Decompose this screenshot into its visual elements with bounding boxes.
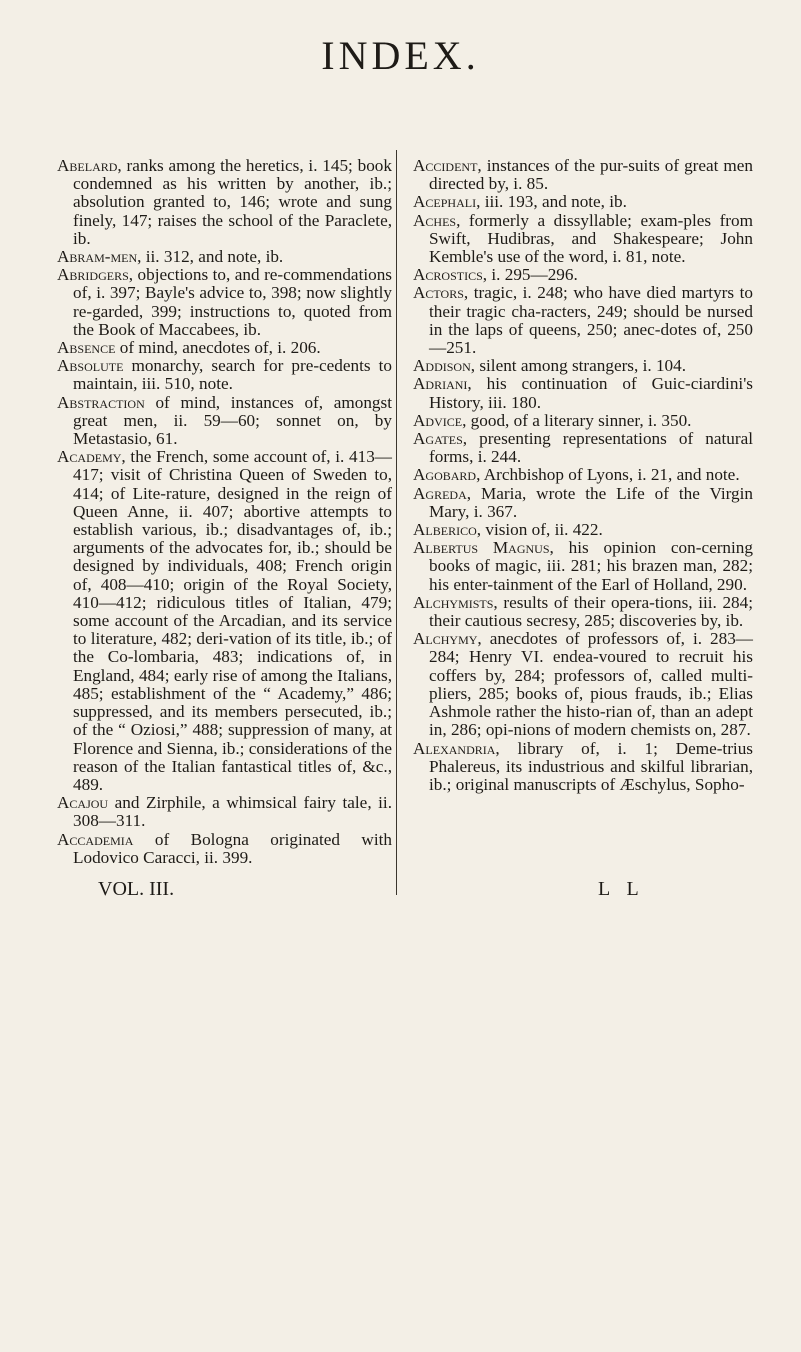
right-column <box>413 157 753 794</box>
entry-text: his continuation of Guic-ciardini's History, iii. 180. <box>429 374 753 412</box>
index-entry <box>413 485 753 521</box>
entry-text: vision of, ii. 422. <box>481 520 603 540</box>
entry-text: ii. 312, and note, ib. <box>141 247 284 267</box>
entry-text: the French, some account of, i. 413—417; visit of Christina Queen of Sweden to, 414; of Lite-rature, designed in the reign of Queen Anne, ii. 407; abortive attempts to establish various, ib.; disadvantages of, ib.; arguments of the advocates for, ib.; should be designed by individuals, 408; French origin of, 408—410; origin of the Royal Society, 410—412; ridiculous titles of Italian, 479; some account of the Arcadian, and its service to literature, 482; deri-vation of its title, ib.; of the Co-lombaria, 483; indications of, in England, 484; early rise of among the Italians, 485; establishment of the “ Academy,” 486; suppressed, and its members persecuted, ib.; of the “ Oziosi,” 488; suppression of many, at Florence and Sienna, ib.; considerations of the reason of the Italian fantastical titles of, &c., 489. <box>73 447 392 794</box>
entry-heading: Acrostics, <box>413 265 488 285</box>
entry-heading: Alchymists, <box>413 592 498 612</box>
index-entry <box>413 193 753 211</box>
index-entry <box>413 284 753 357</box>
entry-heading: Accident, <box>413 156 482 175</box>
entry-text: i. 295—296. <box>487 265 578 285</box>
entry-heading: Agates, <box>413 429 468 449</box>
entry-text: of Bologna originated with Lodovico Caracci, ii. 399. <box>73 829 392 867</box>
entry-heading: Absolute <box>57 356 124 376</box>
index-entry <box>413 357 753 375</box>
entry-text: formerly a dissyllable; exam-ples from Swift, Hudibras, and Shakespeare; John Kemble's use of the word, i. 81, note. <box>429 210 753 267</box>
entry-text: of mind, anecdotes of, i. 206. <box>115 338 321 358</box>
entry-heading: Advice, <box>413 410 467 430</box>
entry-heading: Abelard, <box>57 156 122 175</box>
entry-text: good, of a literary sinner, i. 350. <box>466 410 692 430</box>
entry-text: objections to, and re-commendations of, i. 397; Bayle's advice to, 398; now slightly re-garded, 399; instructions to, quoted from the Book of Maccabees, ib. <box>73 265 392 339</box>
entry-heading: Academy, <box>57 447 126 467</box>
page-title: INDEX. <box>321 33 480 78</box>
index-entry <box>57 794 392 830</box>
entry-heading: Abridgers, <box>57 265 134 285</box>
index-entry <box>57 266 392 339</box>
entry-text: tragic, i. 248; who have died martyrs to their tragic cha-racters, 249; should be nursed in the laps of queens, 250; anec-dotes of, 250—251. <box>429 283 753 358</box>
volume-label: VOL. III. <box>98 878 175 900</box>
entry-text: anecdotes of professors of, i. 283—284; Henry VI. endea-voured to recruit his coffers by, 284; professors of, called multi-pliers, 285; books of, pious frauds, ib.; Elias Ashmole rather the histo-rian of, than an adept in, 286; opi-nions of modern chemists on, 287. <box>429 629 753 740</box>
index-entry <box>413 521 753 539</box>
entry-heading: Adriani, <box>413 374 472 394</box>
signature-mark: L L <box>598 878 645 900</box>
entry-heading: Albertus Magnus, <box>413 538 554 558</box>
index-entry <box>413 430 753 466</box>
index-entry <box>413 539 753 594</box>
entry-heading: Absence <box>57 338 116 358</box>
index-entry <box>57 448 392 794</box>
index-entry <box>57 339 392 357</box>
index-entry <box>413 266 753 284</box>
index-entry <box>413 212 753 267</box>
entry-heading: Abstraction <box>57 392 145 412</box>
entry-text: of mind, instances of, amongst great men, ii. 59—60; sonnet on, by Metastasio, 61. <box>73 392 392 449</box>
index-entry <box>413 412 753 430</box>
index-entry <box>57 357 392 393</box>
entry-heading: Aches, <box>413 210 461 230</box>
entry-heading: Addison, <box>413 356 476 376</box>
entry-heading: Agreda, <box>413 483 472 503</box>
index-entry <box>413 594 753 630</box>
index-entry <box>57 157 392 248</box>
entry-text: and Zirphile, a whimsical fairy tale, ii. 308—311. <box>73 793 392 831</box>
entry-text: instances of the pur-suits of great men directed by, i. 85. <box>429 156 753 194</box>
entry-heading: Alexandria, <box>413 738 500 758</box>
index-entry <box>413 630 753 739</box>
entry-heading: Abram-men, <box>57 247 142 267</box>
entry-text: Maria, wrote the Life of the Virgin Mary, i. 367. <box>429 483 753 521</box>
entry-text: library of, i. 1; Deme-trius Phalereus, its industrious and skilful librarian, ib.; original manuscripts of Æschylus, Sopho- <box>429 738 753 794</box>
index-entry <box>57 248 392 266</box>
entry-text: iii. 193, and note, ib. <box>480 192 627 212</box>
entry-heading: Acajou <box>57 793 109 813</box>
entry-text: his opinion con-cerning books of magic, iii. 281; his brazen man, 282; his enter-tainment of the Earl of Holland, 290. <box>429 538 753 594</box>
entry-heading: Agobard, <box>413 465 481 485</box>
entry-text: ranks among the heretics, i. 145; book condemned as his written by another, ib.; absolution granted to, 146; wrote and sung finely, 147; raises the school of the Paraclete, ib. <box>73 156 392 248</box>
entry-heading: Actors, <box>413 283 469 303</box>
entry-heading: Alberico, <box>413 520 482 540</box>
entry-text: results of their opera-tions, iii. 284; their cautious secresy, 285; discoveries by, ib. <box>429 592 753 631</box>
index-entry <box>413 157 753 193</box>
entry-heading: Alchymy, <box>413 629 482 649</box>
entry-text: silent among strangers, i. 104. <box>475 356 687 376</box>
entry-text: monarchy, search for pre-cedents to maintain, iii. 510, note. <box>73 356 392 394</box>
index-entry <box>413 740 753 795</box>
entry-text: presenting representations of natural forms, i. 244. <box>429 429 753 467</box>
index-entry <box>413 375 753 411</box>
column-divider <box>396 150 397 895</box>
left-column <box>57 157 392 867</box>
index-entry <box>413 466 753 484</box>
index-entry <box>57 394 392 449</box>
entry-heading: Acephali, <box>413 192 481 212</box>
index-entry <box>57 831 392 867</box>
entry-text: Archbishop of Lyons, i. 21, and note. <box>480 465 740 485</box>
entry-heading: Accademia <box>57 829 134 849</box>
